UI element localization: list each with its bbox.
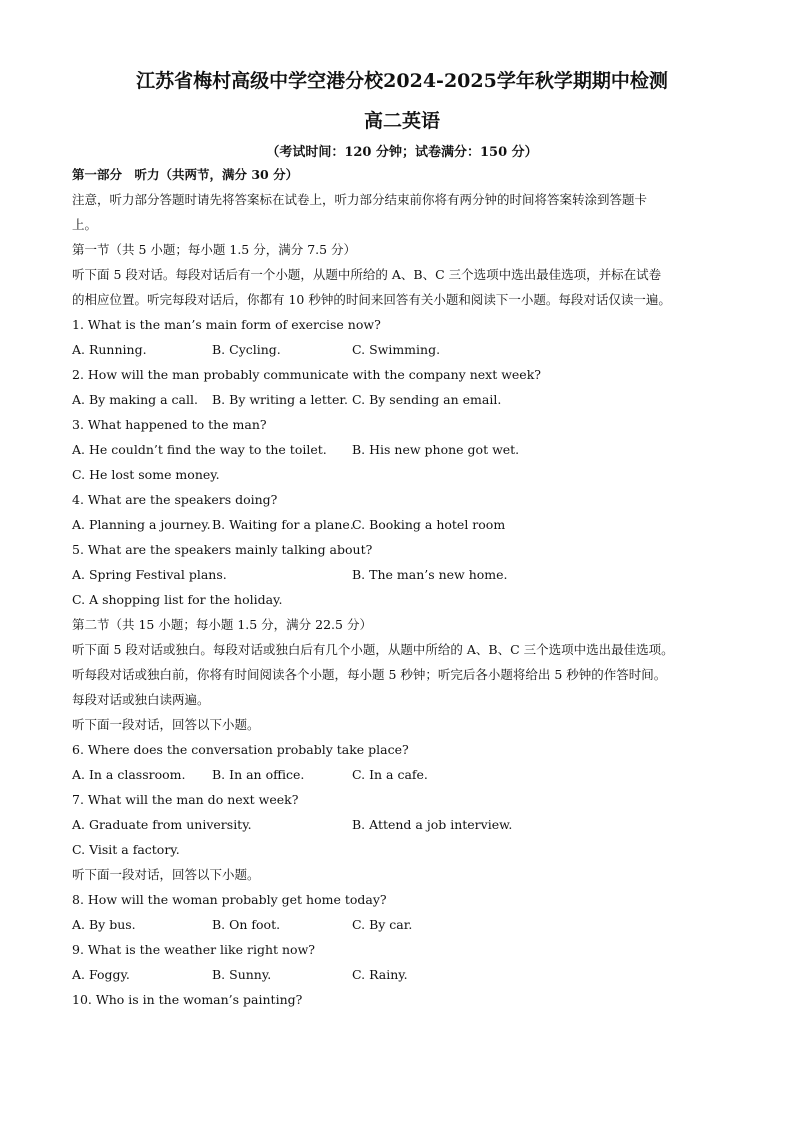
option-a: A. By making a call. [72,392,198,407]
question-options [72,562,732,587]
question-stem: 6. Where does the conversation probably take place? [72,742,409,757]
question-options [72,462,732,487]
question-stem: 4. What are the speakers doing? [72,492,278,507]
question-options [72,512,732,537]
option-b: B. The man’s new home. [352,567,508,582]
section2-instruction: 听每段对话或独白前，你将有时间阅读各个小题，每小题 5 秒钟；听完后各小题将给出 5 秒钟的作答时间。 [72,667,667,682]
part1-note-line: 注意，听力部分答题时请先将答案标在试卷上，听力部分结束前你将有两分钟的时间将答案转涂到答题卡 [72,192,648,207]
option-a: A. Planning a journey. [72,517,211,532]
option-c: C. By sending an email. [352,392,502,407]
question-options [72,437,732,462]
option-b: B. His new phone got wet. [352,442,520,457]
option-a: A. By bus. [72,917,136,932]
question-stem: 9. What is the weather like right now? [72,942,315,957]
question-options [72,812,732,837]
option-c: C. In a cafe. [352,767,428,782]
option-c: C. By car. [352,917,413,932]
question-options [72,587,732,612]
part1-heading: 第一部分 听力（共两节，满分 30 分） [72,167,299,182]
question-options [72,762,732,787]
section2-instruction: 每段对话或独白读两遍。 [72,692,210,707]
option-b: B. In an office. [212,767,305,782]
section1-heading: 第一节（共 5 小题；每小题 1.5 分，满分 7.5 分） [72,242,357,257]
option-c: C. He lost some money. [72,467,220,482]
group-note: 听下面一段对话，回答以下小题。 [72,867,260,882]
option-a: A. Spring Festival plans. [72,567,227,582]
exam-subject: 高二英语 [363,110,440,132]
part1-note-line: 上。 [72,217,98,232]
option-b: B. Attend a job interview. [352,817,513,832]
section1-instruction: 听下面 5 段对话。每段对话后有一个小题，从题中所给的 A、B、C 三个选项中选出最佳选项，并标在试卷 [72,267,662,282]
option-c: C. Rainy. [352,967,408,982]
exam-info: （考试时间：120 分钟；试卷满分：150 分） [266,145,538,160]
question-options [72,837,732,862]
option-a: A. Running. [72,342,147,357]
option-a: A. Graduate from university. [72,817,252,832]
question-stem: 10. Who is in the woman’s painting? [72,992,303,1007]
question-stem: 7. What will the man do next week? [72,792,299,807]
option-c: C. A shopping list for the holiday. [72,592,283,607]
section2-heading: 第二节（共 15 小题；每小题 1.5 分，满分 22.5 分） [72,617,372,632]
question-stem: 8. How will the woman probably get home today? [72,892,387,907]
option-a: A. He couldn’t find the way to the toilet. [72,442,327,457]
option-b: B. On foot. [212,917,281,932]
option-a: A. Foggy. [72,967,130,982]
exam-page [72,68,732,1012]
question-options [72,912,732,937]
question-options [72,387,732,412]
question-stem: 2. How will the man probably communicate with the company next week? [72,367,541,382]
exam-title: 江苏省梅村高级中学空港分校2024-2025学年秋学期期中检测 [136,70,668,92]
question-options [72,962,732,987]
group-note: 听下面一段对话，回答以下小题。 [72,717,260,732]
question-stem: 1. What is the man’s main form of exercise now? [72,317,381,332]
option-b: B. Sunny. [212,967,272,982]
question-stem: 5. What are the speakers mainly talking about? [72,542,373,557]
option-b: B. Cycling. [212,342,281,357]
section1-instruction: 的相应位置。听完每段对话后，你都有 10 秒钟的时间来回答有关小题和阅读下一小题。每段对话仅读一遍。 [72,292,671,307]
question-options [72,337,732,362]
question-stem: 3. What happened to the man? [72,417,267,432]
option-c: C. Visit a factory. [72,842,180,857]
option-a: A. In a classroom. [72,767,186,782]
option-c: C. Swimming. [352,342,441,357]
option-c: C. Booking a hotel room [352,517,506,532]
option-b: B. By writing a letter. [212,392,348,407]
option-b: B. Waiting for a plane. [212,517,354,532]
section2-instruction: 听下面 5 段对话或独白。每段对话或独白后有几个小题，从题中所给的 A、B、C 三个选项中选出最佳选项。 [72,642,674,657]
